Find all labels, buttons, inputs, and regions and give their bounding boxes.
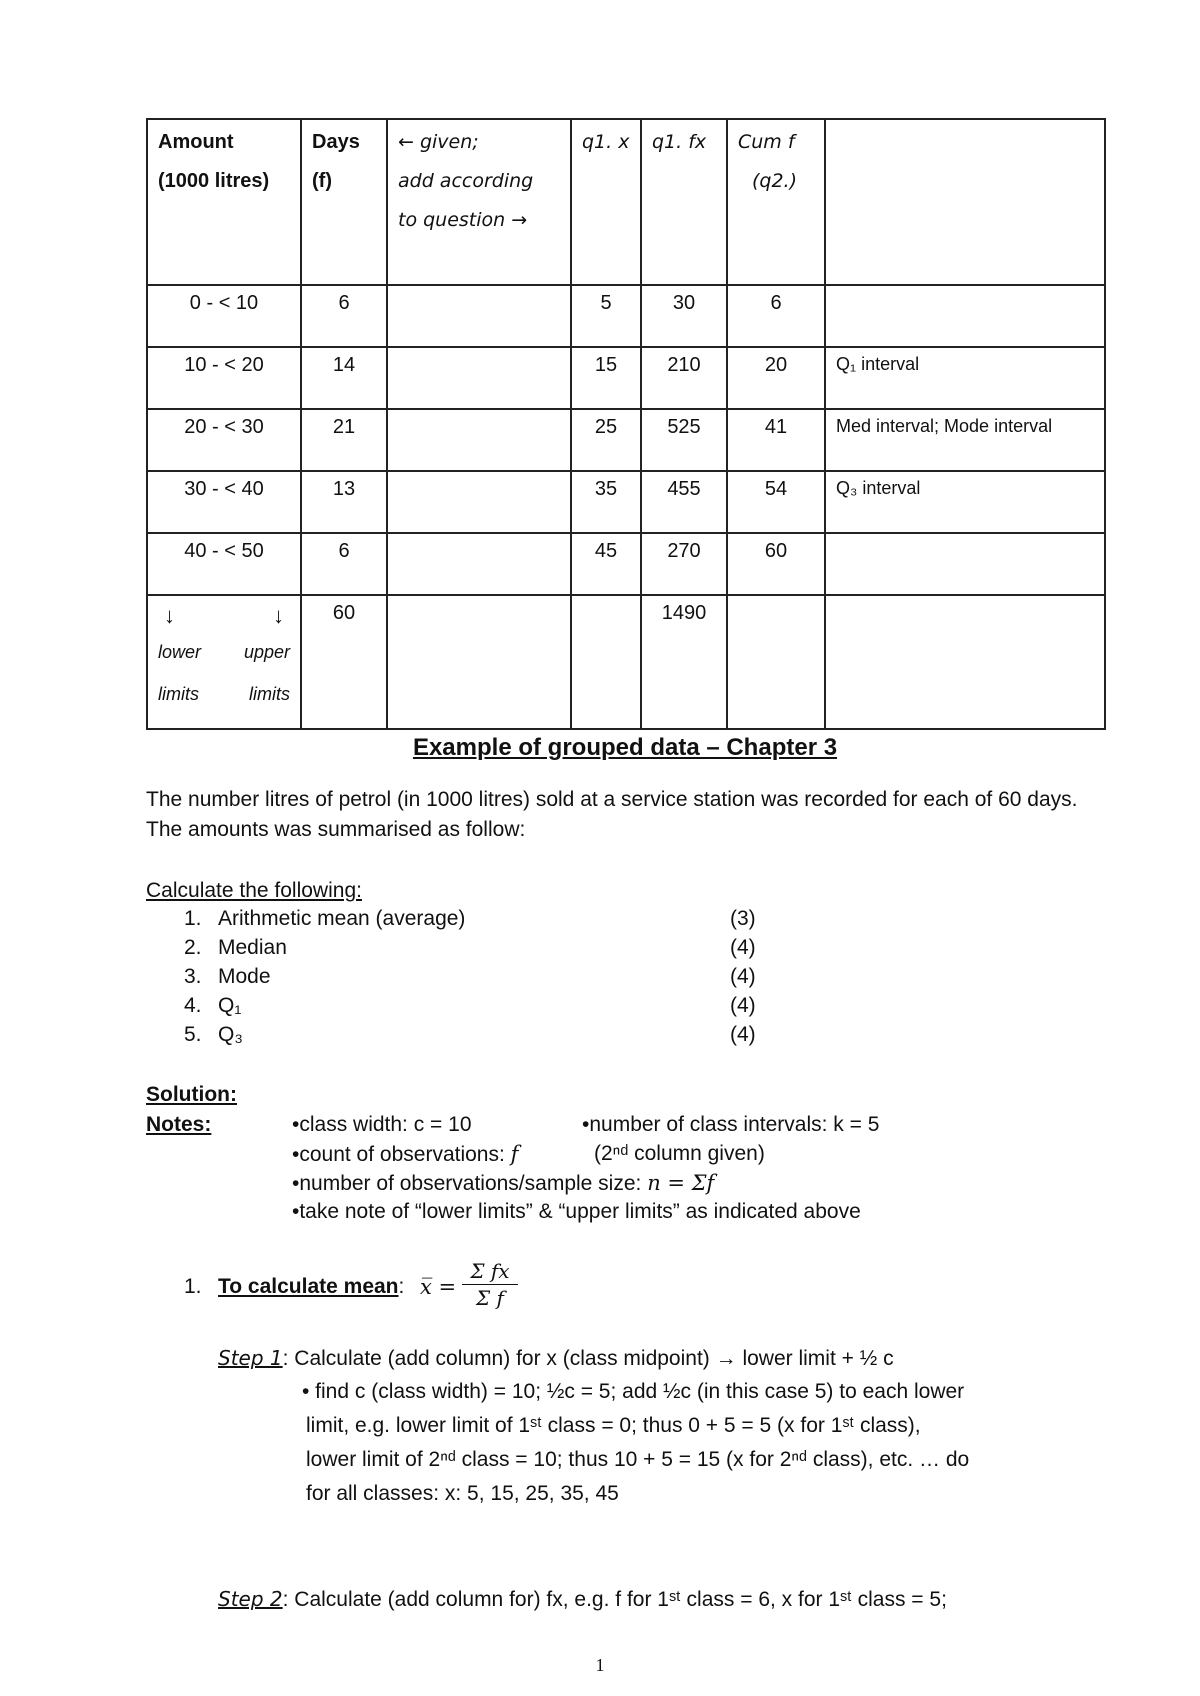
lower-limits-label: lower — [158, 642, 202, 662]
question-text: Q₁ — [218, 994, 242, 1017]
upper-limits-label: upper — [243, 642, 290, 662]
cell-fx: 210 — [641, 347, 727, 409]
question-marks: (4) — [730, 936, 756, 959]
mean-symbol: x̅ = — [420, 1275, 457, 1299]
cell-x: 15 — [571, 347, 641, 409]
cell-note: Med interval; Mode interval — [825, 409, 1105, 471]
mean-formula-fraction: $\frac{\text{Σ fx}}{\text{Σ f}}$ — [462, 1258, 518, 1311]
cell-note: Q₁ interval — [825, 347, 1105, 409]
step1-heading: Step 1: Calculate (add column) for x (class midpoint) → lower limit + ½ c — [218, 1346, 894, 1370]
solution-label: Solution: — [146, 1083, 237, 1106]
header-cumf: Cum f (q2.) — [727, 119, 825, 285]
limits-cell: ↓ ↓ lower upper limits limits — [147, 595, 301, 729]
step1-line: for all classes: x: 5, 15, 25, 35, 45 — [306, 1482, 619, 1505]
cell-fx: 270 — [641, 533, 727, 595]
header-notes — [825, 119, 1105, 285]
step1-line: lower limit of 2ⁿᵈ class = 10; thus 10 + 5 = 15 (x for 2ⁿᵈ class), etc. … do — [306, 1448, 970, 1471]
grouped-data-table — [146, 118, 1106, 730]
calc-heading: Calculate the following: — [146, 879, 362, 902]
cell-given — [387, 285, 571, 347]
mean-heading: To calculate mean: — [218, 1275, 405, 1298]
cell-cumf: 41 — [727, 409, 825, 471]
table-totals-row — [147, 595, 1105, 729]
header-x: q1. x — [571, 119, 641, 285]
cell-interval: 40 - < 50 — [147, 533, 301, 595]
table-row — [147, 347, 1105, 409]
step1-line: • find c (class width) = 10; ½c = 5; add ½c (in this case 5) to each lower — [302, 1380, 965, 1403]
step2-heading: Step 2: Calculate (add column for) fx, e.g. f for 1ˢᵗ class = 6, x for 1ˢᵗ class = 5; — [218, 1587, 947, 1611]
arrow-down-icon: ↓ — [273, 603, 284, 628]
document-page: Amount (1000 litres) Days (f) ← given; add according to question → q1. x q1. fx Cum f (q2.) 0 - < 10 6 5 30 6 10 - < 20 14 15 210 20 Q₁ interval 20 - < 30 21 25 525 41 Med interval; Mode interval 30 - < 40 13 35 455 54 Q₃ interval 40 - < 50 6 45 270 60 ↓ ↓ lower upper limits limits 60 1490 Example of grouped data – Chapter 3 The number litres of petrol (in 1000 litres) sold at a service station was recorded for each of 60 days. The amounts was summarised as follow: Calculate the following: 1. Arithmetic mean (average) (3) 2. Median (4) 3. Mode (4) 4. Q₁ (4) 5. Q₃ (4) Solution: Notes: •class width: c = 10 •number of class intervals: k = 5 •count of observations: f (2ⁿᵈ column given) •number of observations/sample size: n = Σf •take note of “lower limits” & “upper limits” as indicated above 1. To calculate mean: x̅ = $\frac{\text{Σ fx}}{\text{Σ f}}$ Step 1: Calculate (add column) for x (class midpoint) → lower limit + ½ c • find c (class width) = 10; ½c = 5; add ½c (in this case 5) to each lower limit, e.g. lower limit of 1ˢᵗ class = 0; thus 0 + 5 = 5 (x for 1ˢᵗ class), lower limit of 2ⁿᵈ class = 10; thus 10 + 5 = 15 (x for 2ⁿᵈ class), etc. … do for all classes: x: 5, 15, 25, 35, 45 Step 2: Calculate (add column for) fx, e.g. f for 1ˢᵗ class = 6, x for 1ˢᵗ class = 5; 1 — [0, 0, 1200, 1696]
question-text: Arithmetic mean (average) — [218, 907, 466, 930]
arrow-down-icon: ↓ — [164, 603, 175, 628]
cell-cumf: 6 — [727, 285, 825, 347]
cell-given — [387, 533, 571, 595]
cell-cumf: 20 — [727, 347, 825, 409]
cell-note — [825, 533, 1105, 595]
step1-line: limit, e.g. lower limit of 1ˢᵗ class = 0; thus 0 + 5 = 5 (x for 1ˢᵗ class), — [306, 1414, 921, 1437]
cell-f: 21 — [301, 409, 387, 471]
question-marks: (4) — [730, 965, 756, 988]
cell-given — [387, 409, 571, 471]
table-row — [147, 285, 1105, 347]
cell-f: 13 — [301, 471, 387, 533]
cell-interval: 30 - < 40 — [147, 471, 301, 533]
cell-interval: 10 - < 20 — [147, 347, 301, 409]
cell-note — [825, 285, 1105, 347]
cell-f: 6 — [301, 533, 387, 595]
table-row — [147, 471, 1105, 533]
note-class-width: •class width: c = 10 — [292, 1113, 472, 1136]
cell-fx: 30 — [641, 285, 727, 347]
note-limits: •take note of “lower limits” & “upper limits” as indicated above — [292, 1200, 861, 1223]
header-given: ← given; add according to question → — [387, 119, 571, 285]
cell-f: 14 — [301, 347, 387, 409]
total-f: 60 — [301, 595, 387, 729]
table-header-row — [147, 119, 1105, 285]
total-fx: 1490 — [641, 595, 727, 729]
intro-paragraph: The number litres of petrol (in 1000 litres) sold at a service station was recorded for each of 60 days. The amounts was summarised as follow: — [146, 788, 1078, 841]
cell-interval: 0 - < 10 — [147, 285, 301, 347]
document-title: Example of grouped data – Chapter 3 — [412, 734, 838, 761]
notes-label: Notes: — [146, 1113, 212, 1136]
question-marks: (4) — [730, 1023, 756, 1046]
table-row — [147, 409, 1105, 471]
cell-fx: 455 — [641, 471, 727, 533]
question-marks: (3) — [730, 907, 756, 930]
page-number: 1 — [595, 1655, 605, 1675]
cell-cumf: 54 — [727, 471, 825, 533]
cell-x: 5 — [571, 285, 641, 347]
table-row — [147, 533, 1105, 595]
cell-interval: 20 - < 30 — [147, 409, 301, 471]
question-text: Mode — [218, 965, 271, 988]
note-count: •count of observations: f — [292, 1142, 519, 1166]
cell-note: Q₃ interval — [825, 471, 1105, 533]
header-days: Days (f) — [301, 119, 387, 285]
cell-cumf: 60 — [727, 533, 825, 595]
note-class-intervals: •number of class intervals: k = 5 — [582, 1113, 880, 1136]
header-fx: q1. fx — [641, 119, 727, 285]
note-count-column: (2ⁿᵈ column given) — [594, 1142, 765, 1165]
cell-f: 6 — [301, 285, 387, 347]
question-text: Median — [218, 936, 287, 959]
cell-fx: 525 — [641, 409, 727, 471]
cell-x: 35 — [571, 471, 641, 533]
question-text: Q₃ — [218, 1023, 243, 1046]
question-marks: (4) — [730, 994, 756, 1017]
note-sample-size: •number of observations/sample size: n = Σf — [292, 1171, 715, 1195]
cell-given — [387, 471, 571, 533]
header-amount: Amount (1000 litres) — [147, 119, 301, 285]
cell-given — [387, 347, 571, 409]
cell-x: 45 — [571, 533, 641, 595]
cell-x: 25 — [571, 409, 641, 471]
